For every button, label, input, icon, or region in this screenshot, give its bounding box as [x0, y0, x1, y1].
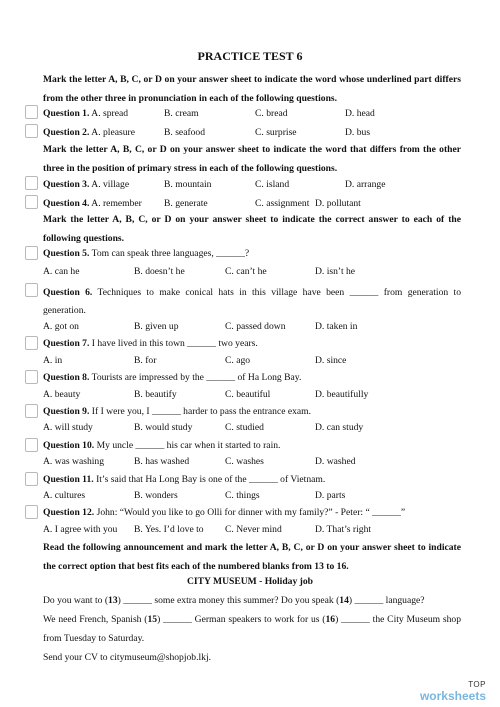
page-title: PRACTICE TEST 6 [197, 49, 303, 63]
answer-checkbox-q3[interactable] [25, 176, 38, 190]
option-d[interactable]: D. arrange [345, 179, 386, 190]
option-c[interactable]: C. Never mind [225, 524, 282, 535]
blank-16: 16 [325, 614, 336, 625]
answer-checkbox-q5[interactable] [25, 246, 38, 260]
question-7-options [43, 355, 461, 367]
option-b[interactable]: B. would study [134, 422, 193, 433]
option-c[interactable]: C. can’t he [225, 266, 267, 277]
question-label: Question 6. [43, 287, 93, 298]
question-text: It’s said that Ha Long Bay is one of the ______ of Vietnam. [96, 474, 326, 485]
instruction-correct-answer: Mark the letter A, B, C, or D on your answer sheet to indicate the correct answer to each of the following questions. [43, 214, 461, 244]
announcement-text-part: ) ______ some extra money this summer? Do you speak ( [117, 595, 340, 606]
option-d[interactable]: D. beautifully [315, 389, 369, 400]
option-a[interactable]: A. got on [43, 321, 79, 332]
question-text: John: “Would you like to go Olli for dinner with my family?” - Peter: “ ______” [96, 507, 406, 518]
logo-name-text: worksheets [419, 689, 486, 703]
option-b[interactable]: B. given up [134, 321, 179, 332]
question-text: Tourists are impressed by the ______ of Ha Long Bay. [91, 372, 302, 383]
answer-checkbox-q4[interactable] [25, 195, 38, 209]
option-a[interactable]: A. was washing [43, 456, 105, 467]
option-b[interactable]: B. has washed [134, 456, 190, 467]
question-label: Question 10. [43, 440, 95, 451]
option-a[interactable]: A. spread [91, 108, 129, 119]
question-12-stem [43, 507, 461, 519]
announcement-text-part: Do you want to ( [43, 595, 109, 606]
option-a[interactable]: A. cultures [43, 490, 86, 501]
question-10-stem [43, 440, 461, 452]
announcement-text-part: ) ______ the City Museum shop from Tuesday to Saturday. [43, 614, 462, 644]
announcement-text-part: ) ______ German speakers to work for us ( [157, 614, 326, 625]
question-label: Question 3. [43, 179, 90, 190]
option-a[interactable]: A. I agree with you [43, 524, 118, 535]
question-label: Question 11. [43, 474, 94, 485]
question-label: Question 4. [43, 198, 90, 209]
option-a[interactable]: A. in [43, 355, 63, 366]
answer-checkbox-q9[interactable] [25, 404, 38, 418]
option-a[interactable]: A. beauty [43, 389, 81, 400]
option-c[interactable]: C. bread [255, 108, 288, 119]
option-c[interactable]: C. studied [225, 422, 264, 433]
question-label: Question 2. [43, 127, 90, 138]
option-b[interactable]: B. generate [164, 198, 208, 209]
announcement-text-part: ) ______ language? [348, 595, 425, 606]
option-b[interactable]: B. for [134, 355, 157, 366]
option-b[interactable]: B. Yes. I’d love to [134, 524, 204, 535]
option-c[interactable]: C. ago [225, 355, 251, 366]
option-d[interactable]: D. pollutant [315, 198, 361, 209]
answer-checkbox-q11[interactable] [25, 472, 38, 486]
option-d[interactable]: D. since [315, 355, 347, 366]
question-label: Question 8. [43, 372, 90, 383]
liveworksheets-logo [420, 680, 486, 703]
option-d[interactable]: D. That’s right [315, 524, 372, 535]
instruction-pronunciation: Mark the letter A, B, C, or D on your answer sheet to indicate the word whose underlined part differs from the other three in pronunciation in each of the following questions. [43, 74, 461, 104]
instruction-stress: Mark the letter A, B, C, or D on your answer sheet to indicate the word that differs from the other three in the position of primary stress in each of the following questions. [43, 144, 461, 174]
question-label: Question 1. [43, 108, 90, 119]
option-d[interactable]: D. isn’t he [315, 266, 356, 277]
announcement-text-part: We need French, Spanish ( [43, 614, 148, 625]
question-7-stem [43, 338, 461, 350]
logo-top-text: TOP [468, 680, 486, 689]
question-text: Techniques to make conical hats in this village have been ______ from generation to generation. [43, 287, 461, 316]
option-d[interactable]: D. parts [315, 490, 346, 501]
question-5-stem [43, 248, 461, 260]
blank-14: 14 [339, 595, 349, 606]
option-a[interactable]: A. pleasure [91, 127, 135, 138]
question-text: I have lived in this town ______ two years. [91, 338, 258, 349]
question-8-options [43, 389, 461, 401]
option-b[interactable]: B. seafood [164, 127, 206, 138]
option-c[interactable]: C. washes [225, 456, 264, 467]
option-b[interactable]: B. cream [164, 108, 199, 119]
option-b[interactable]: B. wonders [134, 490, 178, 501]
question-label: Question 5. [43, 248, 90, 259]
blank-13: 13 [108, 595, 118, 606]
question-text: If I were you, I ______ harder to pass the entrance exam. [91, 406, 312, 417]
question-11-options [43, 490, 461, 502]
option-c[interactable]: C. passed down [225, 321, 286, 332]
announcement-text [43, 591, 461, 667]
option-b[interactable]: B. mountain [164, 179, 212, 190]
option-b[interactable]: B. beautify [134, 389, 177, 400]
option-c[interactable]: C. island [255, 179, 290, 190]
option-d[interactable]: D. bus [345, 127, 371, 138]
question-1 [43, 108, 461, 120]
question-label: Question 9. [43, 406, 90, 417]
question-3 [43, 179, 461, 191]
option-d[interactable]: D. washed [315, 456, 356, 467]
instruction-reading: Read the following announcement and mark the letter A, B, C, or D on your answer sheet to indicate the correct option that best fits each of the numbered blanks from 13 to 16. [43, 542, 461, 572]
option-a[interactable]: A. will study [43, 422, 93, 433]
question-4 [43, 198, 461, 210]
answer-checkbox-q1[interactable] [25, 105, 38, 119]
question-text: Tom can speak three languages, ______? [91, 248, 250, 259]
question-text: My uncle ______ his car when it started to rain. [96, 440, 281, 451]
answer-checkbox-q7[interactable] [25, 336, 38, 350]
question-9-stem [43, 406, 461, 418]
option-c[interactable]: C. things [225, 490, 260, 501]
question-6-options [43, 321, 461, 333]
option-c[interactable]: C. assignment [255, 198, 310, 209]
answer-checkbox-q6[interactable] [25, 283, 38, 297]
question-9-options [43, 422, 461, 434]
question-label: Question 7. [43, 338, 90, 349]
question-11-stem [43, 474, 461, 486]
question-label: Question 12. [43, 507, 95, 518]
option-a[interactable]: A. remember [91, 198, 142, 209]
option-d[interactable]: D. can study [315, 422, 364, 433]
answer-checkbox-q8[interactable] [25, 370, 38, 384]
option-d[interactable]: D. head [345, 108, 375, 119]
question-12-options [43, 524, 461, 536]
question-8-stem [43, 372, 461, 384]
option-c[interactable]: C. surprise [255, 127, 297, 138]
option-a[interactable]: A. village [91, 179, 130, 190]
option-d[interactable]: D. taken in [315, 321, 358, 332]
question-10-options [43, 456, 461, 468]
question-2 [43, 127, 461, 139]
blank-15: 15 [147, 614, 158, 625]
question-5-options [43, 266, 461, 278]
question-6-stem [43, 284, 461, 320]
announcement-text-part: Send your CV to citymuseum@shopjob.lkj. [43, 652, 212, 663]
answer-checkbox-q10[interactable] [25, 438, 38, 452]
option-a[interactable]: A. can he [43, 266, 80, 277]
announcement-title: CITY MUSEUM - Holiday job [187, 576, 313, 587]
answer-checkbox-q12[interactable] [25, 505, 38, 519]
answer-checkbox-q2[interactable] [25, 124, 38, 138]
option-c[interactable]: C. beautiful [225, 389, 271, 400]
option-b[interactable]: B. doesn’t he [134, 266, 185, 277]
